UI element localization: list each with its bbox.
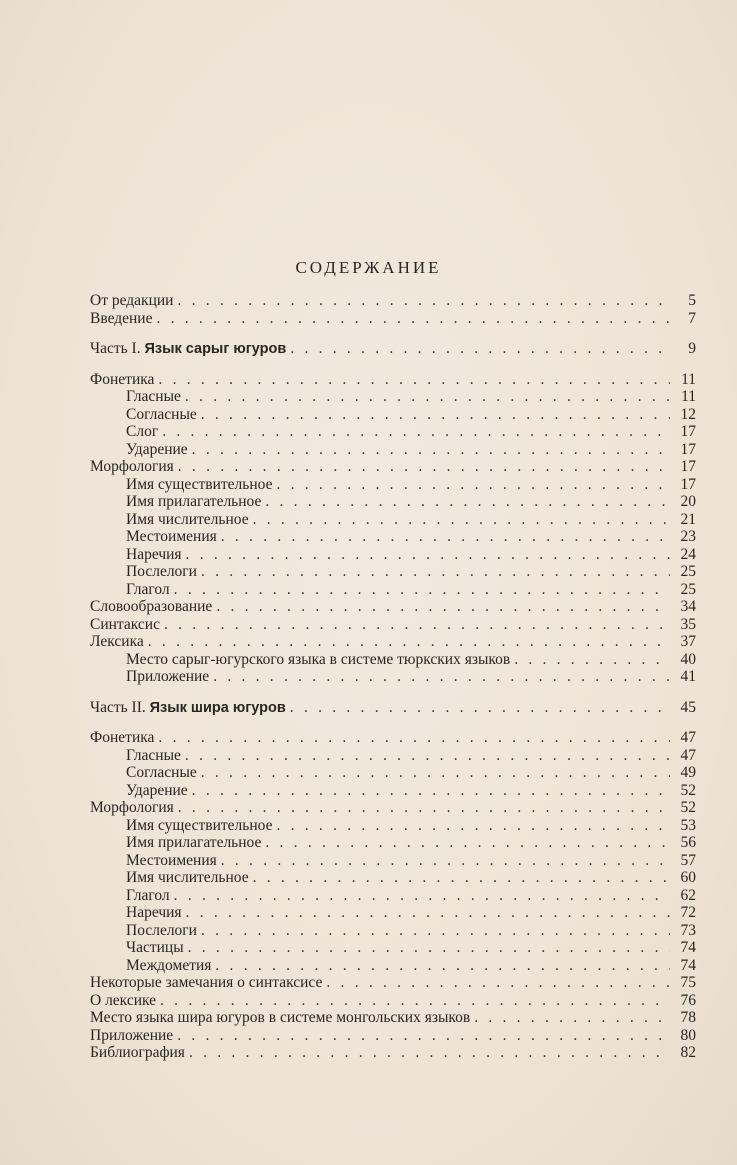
toc-entry [90, 729, 696, 747]
toc-entry-label: О лексике [90, 991, 157, 1009]
toc-entry [90, 633, 696, 651]
dot-leader [192, 441, 670, 459]
toc-entry-label: Согласные [126, 764, 197, 781]
toc-entry-label: Имя прилагательное [126, 493, 262, 510]
toc-entry-label: Место языка шира югуров в системе монгольских языков [90, 1009, 471, 1026]
toc-entry-page: 80 [680, 1026, 696, 1044]
toc-subentry [90, 511, 696, 529]
dot-leader [189, 1044, 670, 1062]
toc-subentry [90, 476, 696, 494]
toc-entry-label: Имя числительное [126, 869, 249, 886]
toc-entry [90, 1044, 696, 1062]
toc-entry-page: 45 [680, 698, 696, 716]
part-title: Язык шира югуров [149, 699, 286, 716]
toc-entry-label: Морфология [90, 799, 174, 816]
toc-entry-page: 52 [680, 799, 696, 816]
toc-entry-label: Послелоги [126, 921, 197, 939]
toc-entry-label: Морфология [90, 458, 174, 475]
toc-entry-page: 73 [680, 921, 696, 939]
toc-entry-page: 62 [680, 886, 696, 904]
toc-entry-label: Ударение [126, 440, 188, 458]
toc-subentry [90, 441, 696, 459]
toc-entry-page: 75 [680, 974, 696, 991]
dot-leader [185, 388, 670, 406]
toc-entry-label: Имя существительное [126, 816, 273, 834]
toc-entry-page: 23 [680, 528, 696, 545]
dot-leader [201, 563, 670, 581]
toc-entry-page: 47 [680, 729, 696, 746]
toc-entry-label: Согласные [126, 405, 197, 423]
toc-entry-page: 47 [680, 746, 696, 764]
toc-entry-label: Фонетика [90, 729, 155, 746]
dot-leader [326, 974, 670, 992]
toc-entry-label: Местоимения [126, 851, 217, 869]
toc-entry-label: Глагол [126, 886, 170, 904]
part-number: Часть I. [90, 340, 145, 357]
toc-subentry [90, 406, 696, 424]
toc-entry-page: 17 [680, 475, 696, 493]
toc-entry-page: 17 [680, 423, 696, 440]
toc-part-heading [90, 699, 696, 717]
toc-entry-label: Гласные [126, 388, 181, 405]
toc-entry [90, 974, 696, 992]
toc-subentry [90, 651, 696, 669]
toc-entry-label: Словообразование [90, 598, 213, 615]
dot-leader [174, 887, 670, 905]
dot-leader [178, 799, 670, 817]
toc-entry [90, 1027, 696, 1045]
toc-subentry [90, 939, 696, 957]
toc-entry-label: Ударение [126, 781, 188, 799]
toc-entry-label: Имя прилагательное [126, 834, 262, 851]
toc-subentry [90, 493, 696, 511]
dot-leader [201, 406, 670, 424]
toc-entry-label: Имя существительное [126, 475, 273, 493]
toc-entry-page: 35 [680, 615, 696, 633]
toc-subentry [90, 922, 696, 940]
toc-entry-label: Послелоги [126, 563, 197, 580]
toc-entry-page: 11 [681, 388, 696, 405]
dot-leader [290, 340, 670, 358]
toc-subentry [90, 563, 696, 581]
toc-entry [90, 616, 696, 634]
dot-leader [148, 633, 670, 651]
toc-entry [90, 371, 696, 389]
toc-subentry [90, 869, 696, 887]
toc-entry-page: 40 [680, 650, 696, 668]
toc-subentry [90, 528, 696, 546]
toc-subentry [90, 852, 696, 870]
dot-leader [213, 668, 670, 686]
dot-leader [178, 458, 670, 476]
dot-leader [221, 852, 670, 870]
toc-entry-page: 74 [680, 956, 696, 974]
toc-entry-label: Местоимения [126, 528, 217, 545]
toc-entry-page: 20 [680, 493, 696, 510]
toc-subentry [90, 388, 696, 406]
toc-subentry [90, 581, 696, 599]
toc-entry-page: 49 [680, 764, 696, 781]
dot-leader [186, 904, 670, 922]
dot-leader [265, 493, 670, 511]
toc-subentry [90, 747, 696, 765]
toc-entry [90, 799, 696, 817]
dot-leader [177, 292, 670, 310]
toc-entry-page: 24 [680, 545, 696, 563]
toc-entry [90, 458, 696, 476]
toc-entry-label: Частицы [126, 939, 184, 956]
dot-leader [276, 817, 670, 835]
toc-subentry [90, 764, 696, 782]
toc-entry-page: 78 [680, 1009, 696, 1026]
dot-leader [186, 546, 670, 564]
dot-leader [201, 764, 670, 782]
toc-entry-label: Глагол [126, 580, 170, 598]
toc-entry-page: 53 [680, 816, 696, 834]
toc-entry-label: Междометия [126, 956, 212, 974]
toc-entry-label: Слог [126, 423, 159, 440]
dot-leader [174, 581, 670, 599]
toc-entry [90, 1009, 696, 1027]
toc-entry [90, 292, 696, 310]
toc-entry-page: 72 [680, 904, 696, 921]
dot-leader [215, 957, 670, 975]
toc-subentry [90, 817, 696, 835]
toc-subentry [90, 834, 696, 852]
toc-subentry [90, 957, 696, 975]
toc-entry [90, 992, 696, 1010]
toc-entry-page: 21 [680, 510, 696, 528]
toc-entry-page: 25 [680, 563, 696, 580]
dot-leader [221, 528, 670, 546]
dot-leader [156, 310, 670, 328]
toc-subentry [90, 546, 696, 564]
toc-entry-label: Библиография [90, 1044, 185, 1061]
dot-leader [514, 651, 670, 669]
toc-entry-label: От редакции [90, 292, 174, 309]
toc-entry-label: Синтаксис [90, 615, 160, 633]
dot-leader [201, 922, 670, 940]
toc-entry-page: 52 [680, 781, 696, 799]
toc-part-heading [90, 340, 696, 358]
dot-leader [164, 616, 670, 634]
toc-part-label [90, 699, 286, 717]
toc-entry-page: 60 [680, 869, 696, 886]
dot-leader [474, 1009, 670, 1027]
toc-entry-page: 25 [680, 580, 696, 598]
toc-entry-page: 76 [680, 991, 696, 1009]
toc-entry [90, 310, 696, 328]
toc-entry-page: 82 [680, 1044, 696, 1061]
toc-entry-page: 17 [680, 458, 696, 475]
dot-leader [158, 729, 670, 747]
dot-leader [188, 939, 670, 957]
dot-leader [162, 423, 670, 441]
toc-entry-label: Некоторые замечания о синтаксисе [90, 974, 323, 991]
toc-subentry [90, 782, 696, 800]
part-title: Язык сарыг югуров [144, 341, 287, 357]
toc-entry-label: Введение [90, 309, 153, 327]
toc-entry-page: 34 [680, 598, 696, 615]
toc-subentry [90, 904, 696, 922]
toc-entry-label: Наречия [126, 904, 182, 921]
toc-entry-page: 7 [688, 309, 696, 327]
toc-subentry [90, 668, 696, 686]
dot-leader [265, 834, 670, 852]
part-number: Часть II. [90, 698, 150, 716]
toc-entry-label: Наречия [126, 545, 182, 563]
toc-subentry [90, 423, 696, 441]
dot-leader [192, 782, 670, 800]
toc-entry-page: 41 [680, 668, 696, 685]
dot-leader [253, 511, 670, 529]
toc-entry-page: 57 [680, 851, 696, 869]
toc-entry [90, 598, 696, 616]
toc-entry-page: 56 [680, 834, 696, 851]
toc-entry-page: 9 [688, 340, 696, 357]
toc-entry-page: 17 [680, 440, 696, 458]
toc-entry-page: 11 [681, 370, 696, 388]
toc-entry-page: 37 [680, 633, 696, 650]
dot-leader [158, 371, 670, 389]
toc-entry-label: Гласные [126, 746, 181, 764]
toc-entry-page: 12 [680, 405, 696, 423]
dot-leader [276, 476, 670, 494]
dot-leader [290, 699, 670, 717]
toc-entry-page: 74 [680, 939, 696, 956]
toc-entry-label: Приложение [90, 1026, 174, 1044]
toc-entry-label: Приложение [126, 668, 210, 685]
toc-entry-page: 5 [688, 292, 696, 309]
toc-entry-label: Лексика [90, 633, 144, 650]
toc-subentry [90, 887, 696, 905]
toc-part-label [90, 340, 286, 358]
dot-leader [177, 1027, 670, 1045]
dot-leader [185, 747, 670, 765]
dot-leader [216, 598, 670, 616]
table-of-contents [90, 292, 696, 1062]
page-title: СОДЕРЖАНИЕ [295, 258, 442, 277]
toc-entry-label: Имя числительное [126, 510, 249, 528]
dot-leader [253, 869, 670, 887]
toc-entry-label: Место сарыг-югурского языка в системе тюркских языков [126, 650, 511, 668]
dot-leader [160, 992, 670, 1010]
toc-entry-label: Фонетика [90, 370, 155, 388]
